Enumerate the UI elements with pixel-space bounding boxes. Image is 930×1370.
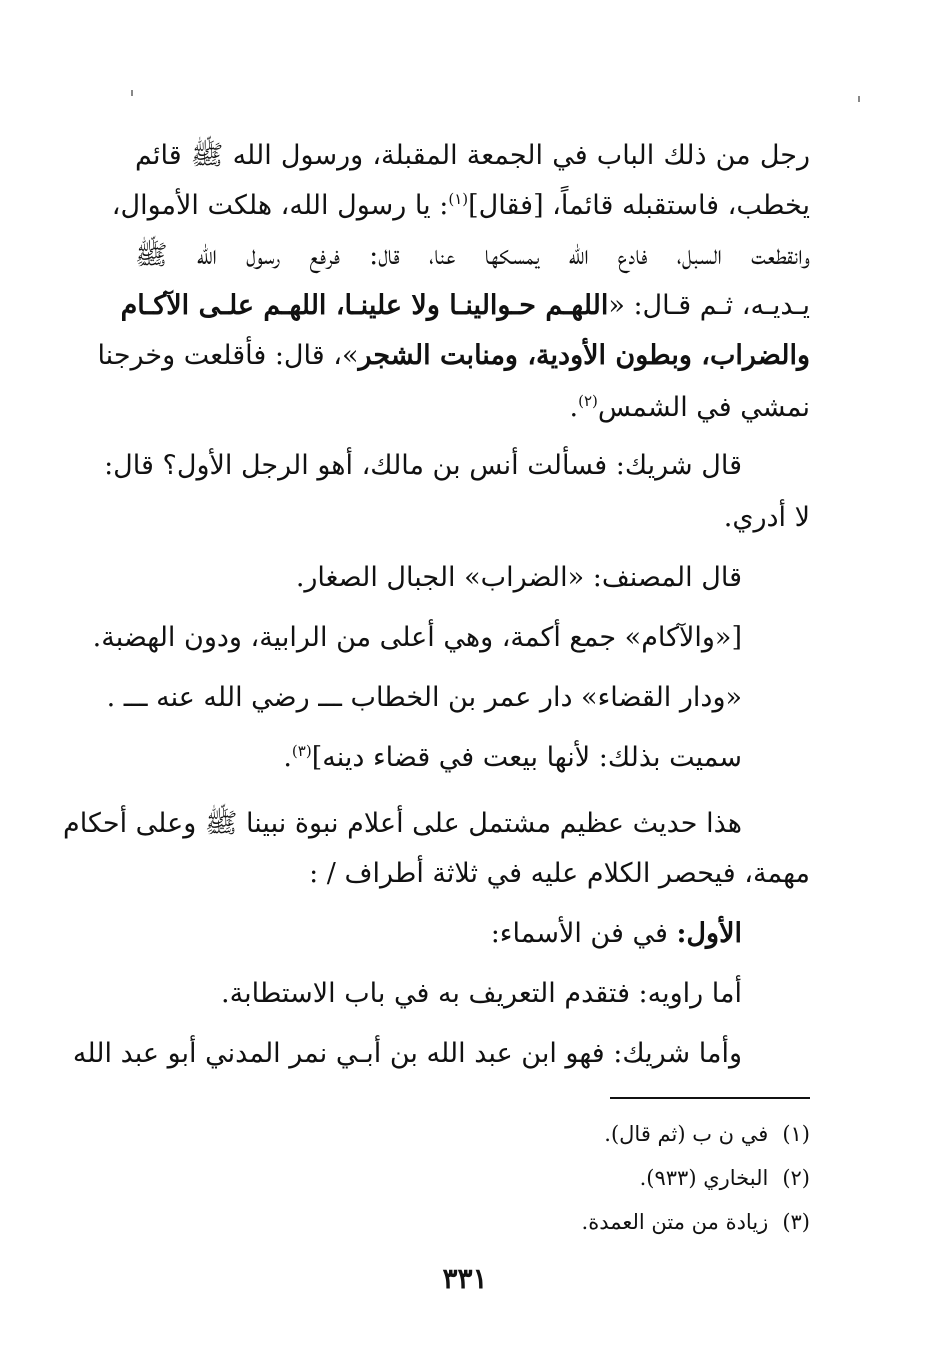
scan-speck <box>858 96 860 102</box>
text-line: قال المصنف: «الضراب» الجبال الصغار. <box>295 562 742 593</box>
footnote-ref: (٢) <box>578 392 598 410</box>
text-line: لا أدري. <box>723 502 810 533</box>
text-line: قال شريك: فسألت أنس بن مالك، أهو الرجل الأول؟ قال: <box>104 450 742 481</box>
footnote-text: في ن ب (ثم قال). <box>604 1122 769 1146</box>
text-line: والضراب، وبطون الأودية، ومنابت الشجر»، قال: فأقلعت وخرجنا <box>97 340 810 371</box>
text-line: هذا حديث عظيم مشتمل على أعلام نبوة نبينا ﷺ وعلى أحكام <box>63 808 742 839</box>
footnote-number: (١) <box>782 1122 810 1146</box>
text-line: الأول: في فن الأسماء: <box>490 918 742 949</box>
footnote <box>300 1112 810 1156</box>
page-number: ٣٣١ <box>442 1262 488 1295</box>
text-line: يـديـه، ثـم قـال: «اللهـم حـوالينـا ولا علينـا، اللهـم علـى الآكـام <box>120 290 810 321</box>
footnote <box>300 1156 810 1200</box>
text-line: نمشي في الشمس$^{(٢)}$. <box>569 392 810 423</box>
footnote <box>300 1200 810 1244</box>
text-line: «ودار القضاء» دار عمر بن الخطاب ـــ رضي الله عنه ـــ . <box>106 682 742 713</box>
text-line: يخطب، فاستقبله قائماً، [فقال]$^{(١)}$: يا رسول الله، هلكت الأموال، <box>111 190 810 221</box>
footnote-number: (٢) <box>782 1166 810 1190</box>
footnote-ref: (١) <box>448 190 469 208</box>
text-line: أما راويه: فتقدم التعريف به في باب الاستطابة. <box>221 978 742 1009</box>
footnote-number: (٣) <box>782 1210 810 1234</box>
footnote-text: البخاري (٩٣٣). <box>639 1166 769 1190</box>
text-line: رجل من ذلك الباب في الجمعة المقبلة، ورسول الله ﷺ قائم <box>135 140 810 171</box>
footnote-text: زيادة من متن العمدة. <box>581 1210 769 1234</box>
text-line: [«والآكام» جمع أكمة، وهي أعلى من الرابية، ودون الهضبة. <box>92 622 742 653</box>
scan-speck <box>131 90 133 96</box>
text-line: وأما شريك: فهو ابن عبد الله بن أبـي نمر المدني أبو عبد الله <box>72 1038 742 1069</box>
footnote-ref: (٣) <box>291 742 312 760</box>
prophetic-quote: اللهـم حـوالينـا ولا علينـا، اللهـم علـى الآكـام <box>120 290 609 321</box>
text-line: وانقطعت السبل، فادع الله يمسكها عنا، قال: فرفع رسول الله ﷺ <box>135 240 810 271</box>
prophetic-quote: والضراب، وبطون الأودية، ومنابت الشجر <box>358 340 810 371</box>
text-line: سميت بذلك: لأنها بيعت في قضاء دينه]$^{(٣)}$. <box>283 742 742 773</box>
section-heading: الأول: <box>676 918 742 949</box>
text-line: مهمة، فيحصر الكلام عليه في ثلاثة أطراف / : <box>309 858 810 889</box>
footnote-separator <box>610 1097 810 1099</box>
